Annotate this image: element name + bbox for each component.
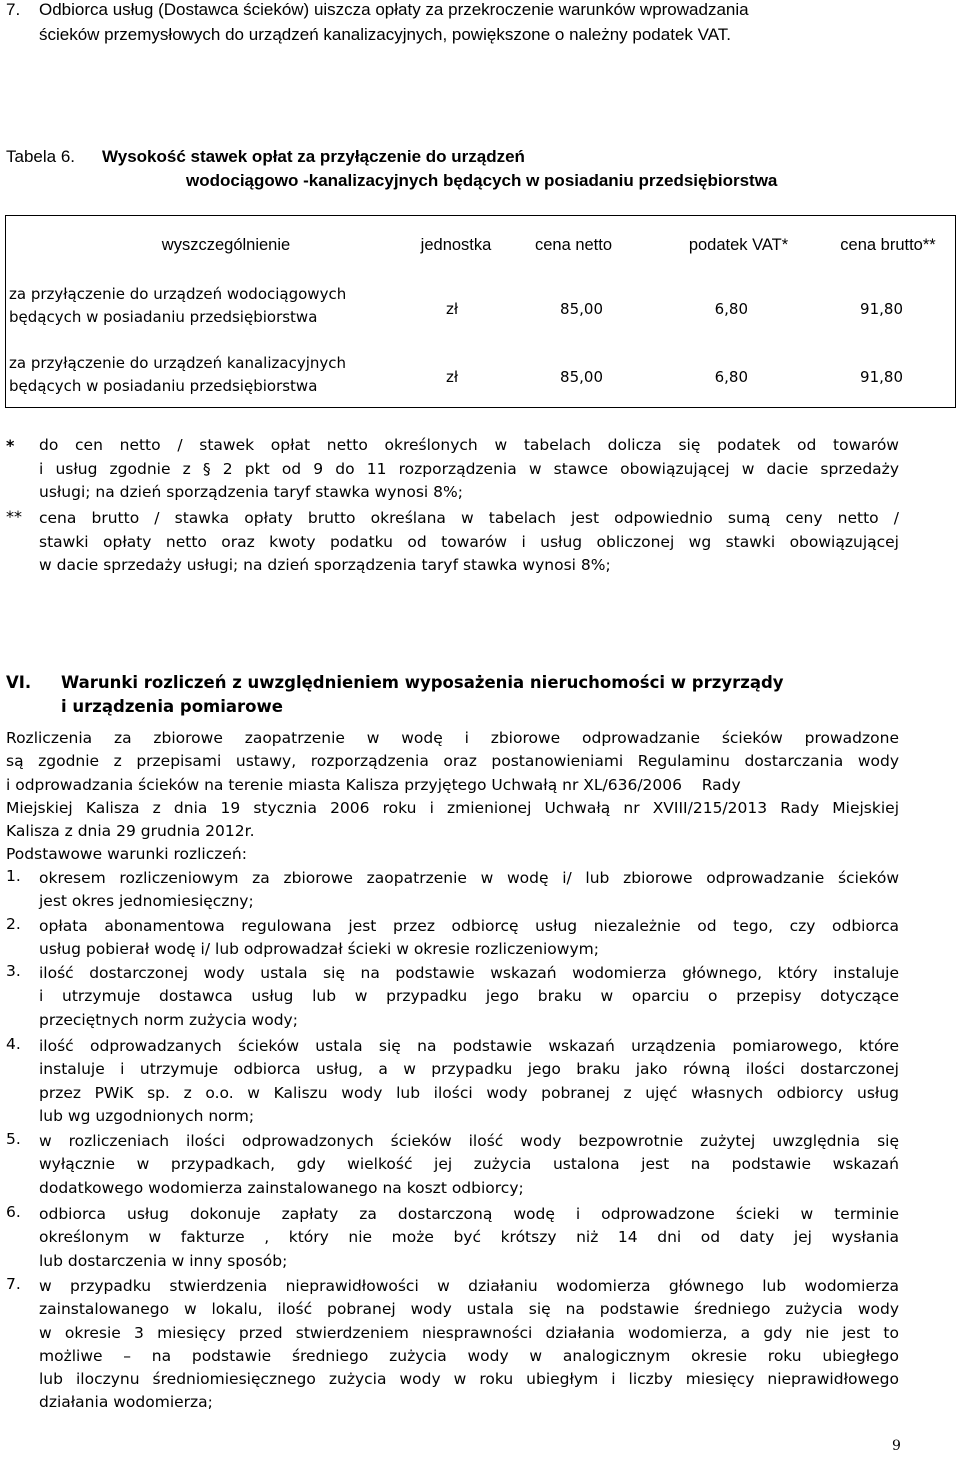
header-net-price: cena netto <box>534 236 613 254</box>
row-1-description-line-2: będących w posiadaniu przedsiębiorstwa <box>9 308 318 326</box>
condition-3-line-2: i utrzymuje dostawca usług lub w przypadku jego braku w oparciu o przepisy dotyczące <box>39 987 899 1006</box>
top-item-line-1: Odbiorca usług (Dostawca ścieków) uiszcza opłaty za przekroczenie warunków wprowadzania <box>39 0 749 19</box>
condition-6-line-3: lub dostarczenia w inny sposób; <box>39 1251 288 1270</box>
condition-7-line-3: w okresie 3 miesięcy przed stwierdzeniem niesprawności działania wodomierza, a gdy nie jest to <box>39 1323 899 1342</box>
condition-7-line-2: zainstalowanego w lokalu, ilość pobranej wody ustala się na podstawie średniego zużycia wody <box>39 1300 899 1319</box>
row-1-gross: 91,80 <box>860 300 903 318</box>
table-caption-title-1: Wysokość stawek opłat za przyłączenie do urządzeń <box>102 147 525 166</box>
row-2-description-line-2: będących w posiadaniu przedsiębiorstwa <box>9 377 318 395</box>
section-number: VI. <box>6 673 32 692</box>
intro-line-3: i odprowadzania ścieków na terenie miasta Kalisza przyjętego Uchwałą nr XL/636/2006 Rady <box>6 775 741 794</box>
header-unit: jednostka <box>420 236 492 254</box>
condition-7-line-6: działania wodomierza; <box>39 1393 213 1412</box>
fees-table <box>5 215 956 408</box>
condition-1-number: 1. <box>6 867 21 885</box>
condition-3-number: 3. <box>6 962 21 980</box>
condition-3-line-3: przeciętnych norm zużycia wody; <box>39 1010 298 1029</box>
intro-paragraph <box>6 727 899 867</box>
table-caption-prefix: Tabela 6. <box>6 147 75 166</box>
intro-line-5: Kalisza z dnia 29 grudnia 2012r. <box>6 822 255 841</box>
header-description: wyszczególnienie <box>161 236 291 254</box>
footnote-2-line-3: w dacie sprzedaży usługi; na dzień sporządzenia taryf stawka wynosi 8%; <box>39 556 611 574</box>
row-1-vat: 6,80 <box>714 300 748 318</box>
intro-line-1: Rozliczenia za zbiorowe zaopatrzenie w wodę i zbiorowe odprowadzanie ścieków prowadzone <box>6 729 899 747</box>
condition-5-number: 5. <box>6 1130 21 1148</box>
top-item-number: 7. <box>6 0 21 19</box>
row-2-unit: zł <box>446 368 459 386</box>
footnote-1 <box>39 434 899 505</box>
condition-2-line-1: opłata abonamentowa regulowana jest przez odbiorcę usług niezależnie od tego, czy odbiorca <box>39 917 899 935</box>
condition-7-line-5: lub iloczynu średniomiesięcznego zużycia wody w roku ubiegłym i liczby miesięcy nieprawidłowego <box>39 1370 899 1389</box>
condition-6-number: 6. <box>6 1203 21 1221</box>
condition-1-line-2: jest okres jednomiesięczny; <box>39 892 254 911</box>
condition-2-line-2: usług pobierał wodę i/ lub odprowadzał ścieki w okresie rozliczeniowym; <box>39 940 599 959</box>
condition-4-number: 4. <box>6 1035 21 1053</box>
header-gross-price: cena brutto** <box>840 236 936 254</box>
condition-4-line-2: instaluje i utrzymuje odbiorca usług, a w przypadku jego braku jako równą ilości dostarczonej <box>39 1060 899 1079</box>
condition-4-line-3: przez PWiK sp. z o.o. w Kaliszu wody lub ilości wody pobranej z ujęć własnych odbiorcy usług <box>39 1083 899 1102</box>
top-item-line-2: ścieków przemysłowych do urządzeń kanalizacyjnych, powiększone o należny podatek VAT. <box>39 25 731 44</box>
footnote-1-line-2: i usług zgodnie z § 2 pkt od 9 do 11 rozporządzenia w stawce obowiązującej w dacie sprzedaży <box>39 459 899 478</box>
condition-5-line-3: dodatkowego wodomierza zainstalowanego na koszt odbiorcy; <box>39 1178 524 1197</box>
condition-4-line-1: ilość odprowadzanych ścieków ustala się na podstawie wskazań urządzenia pomiarowego, które <box>39 1037 899 1055</box>
section-title-line-2: i urządzenia pomiarowe <box>61 697 283 716</box>
footnote-2 <box>39 507 899 578</box>
condition-3-line-1: ilość dostarczonej wody ustala się na podstawie wskazań wodomierza głównego, który instaluje <box>39 964 899 982</box>
footnote-1-mark: * <box>6 436 15 455</box>
row-2-net: 85,00 <box>560 368 603 386</box>
condition-1-line-1: okresem rozliczeniowym za zbiorowe zaopatrzenie w wodę i/ lub zbiorowe odprowadzanie ścieków <box>39 869 899 887</box>
intro-line-2: są zgodnie z przepisami ustawy, rozporządzenia oraz postanowieniami Regulaminu dostarczania wody <box>6 752 899 771</box>
condition-7-line-4: możliwe – na podstawie średniego zużycia wody w analogicznym okresie roku ubiegłego <box>39 1346 899 1365</box>
footnote-1-line-3: usługi; na dzień sporządzenia taryf stawka wynosi 8%; <box>39 483 463 501</box>
condition-6-line-1: odbiorca usług dokonuje zapłaty za dostarczoną wodę i odprowadzone ścieki w terminie <box>39 1205 899 1223</box>
row-2-description-line-1: za przyłączenie do urządzeń kanalizacyjnych <box>9 354 346 372</box>
condition-5-line-1: w rozliczeniach ilości odprowadzonych ścieków ilość wody bezpowrotnie zużytej uwzględnia się <box>39 1132 899 1150</box>
row-1-description-line-1: za przyłączenie do urządzeń wodociągowych <box>9 285 347 303</box>
condition-4-line-4: lub wg uzgodnionych norm; <box>39 1106 255 1125</box>
section-title-line-1: Warunki rozliczeń z uwzględnieniem wyposażenia nieruchomości w przyrządy <box>61 673 784 692</box>
table-caption-title-2: wodociągowo -kanalizacyjnych będących w posiadaniu przedsiębiorstwa <box>186 171 778 190</box>
row-1-net: 85,00 <box>560 300 603 318</box>
condition-7-line-1: w przypadku stwierdzenia nieprawidłowości w działaniu wodomierza głównego lub wodomierza <box>39 1277 899 1295</box>
footnote-2-line-1: cena brutto / stawka opłaty brutto określana w tabelach jest odpowiednio sumą ceny netto / <box>39 509 899 527</box>
condition-7-number: 7. <box>6 1275 21 1293</box>
conditions-heading: Podstawowe warunki rozliczeń: <box>6 845 247 864</box>
condition-6-line-2: określonym w fakturze , który nie może być krótszy niż 14 dni od daty jej wysłania <box>39 1228 899 1247</box>
row-2-gross: 91,80 <box>860 368 903 386</box>
row-2-vat: 6,80 <box>714 368 748 386</box>
page-number: 9 <box>892 1438 901 1454</box>
footnote-1-line-1: do cen netto / stawek opłat netto określonych w tabelach dolicza się podatek od towarów <box>39 436 899 454</box>
intro-line-4: Miejskiej Kalisza z dnia 19 stycznia 2006 roku i zmienionej Uchwałą nr XVIII/215/2013 Rady Miejskiej <box>6 798 899 817</box>
header-vat: podatek VAT* <box>688 236 789 254</box>
condition-2-number: 2. <box>6 915 21 933</box>
condition-5-line-2: wyłącznie w przypadkach, gdy wielkość jej zużycia ustalona jest na podstawie wskazań <box>39 1155 899 1174</box>
footnote-2-mark: ** <box>6 507 22 526</box>
row-1-unit: zł <box>446 300 459 318</box>
footnote-2-line-2: stawki opłaty netto oraz kwoty podatku od towarów i usług obliczonej wg stawki obowiązującej <box>39 532 899 551</box>
